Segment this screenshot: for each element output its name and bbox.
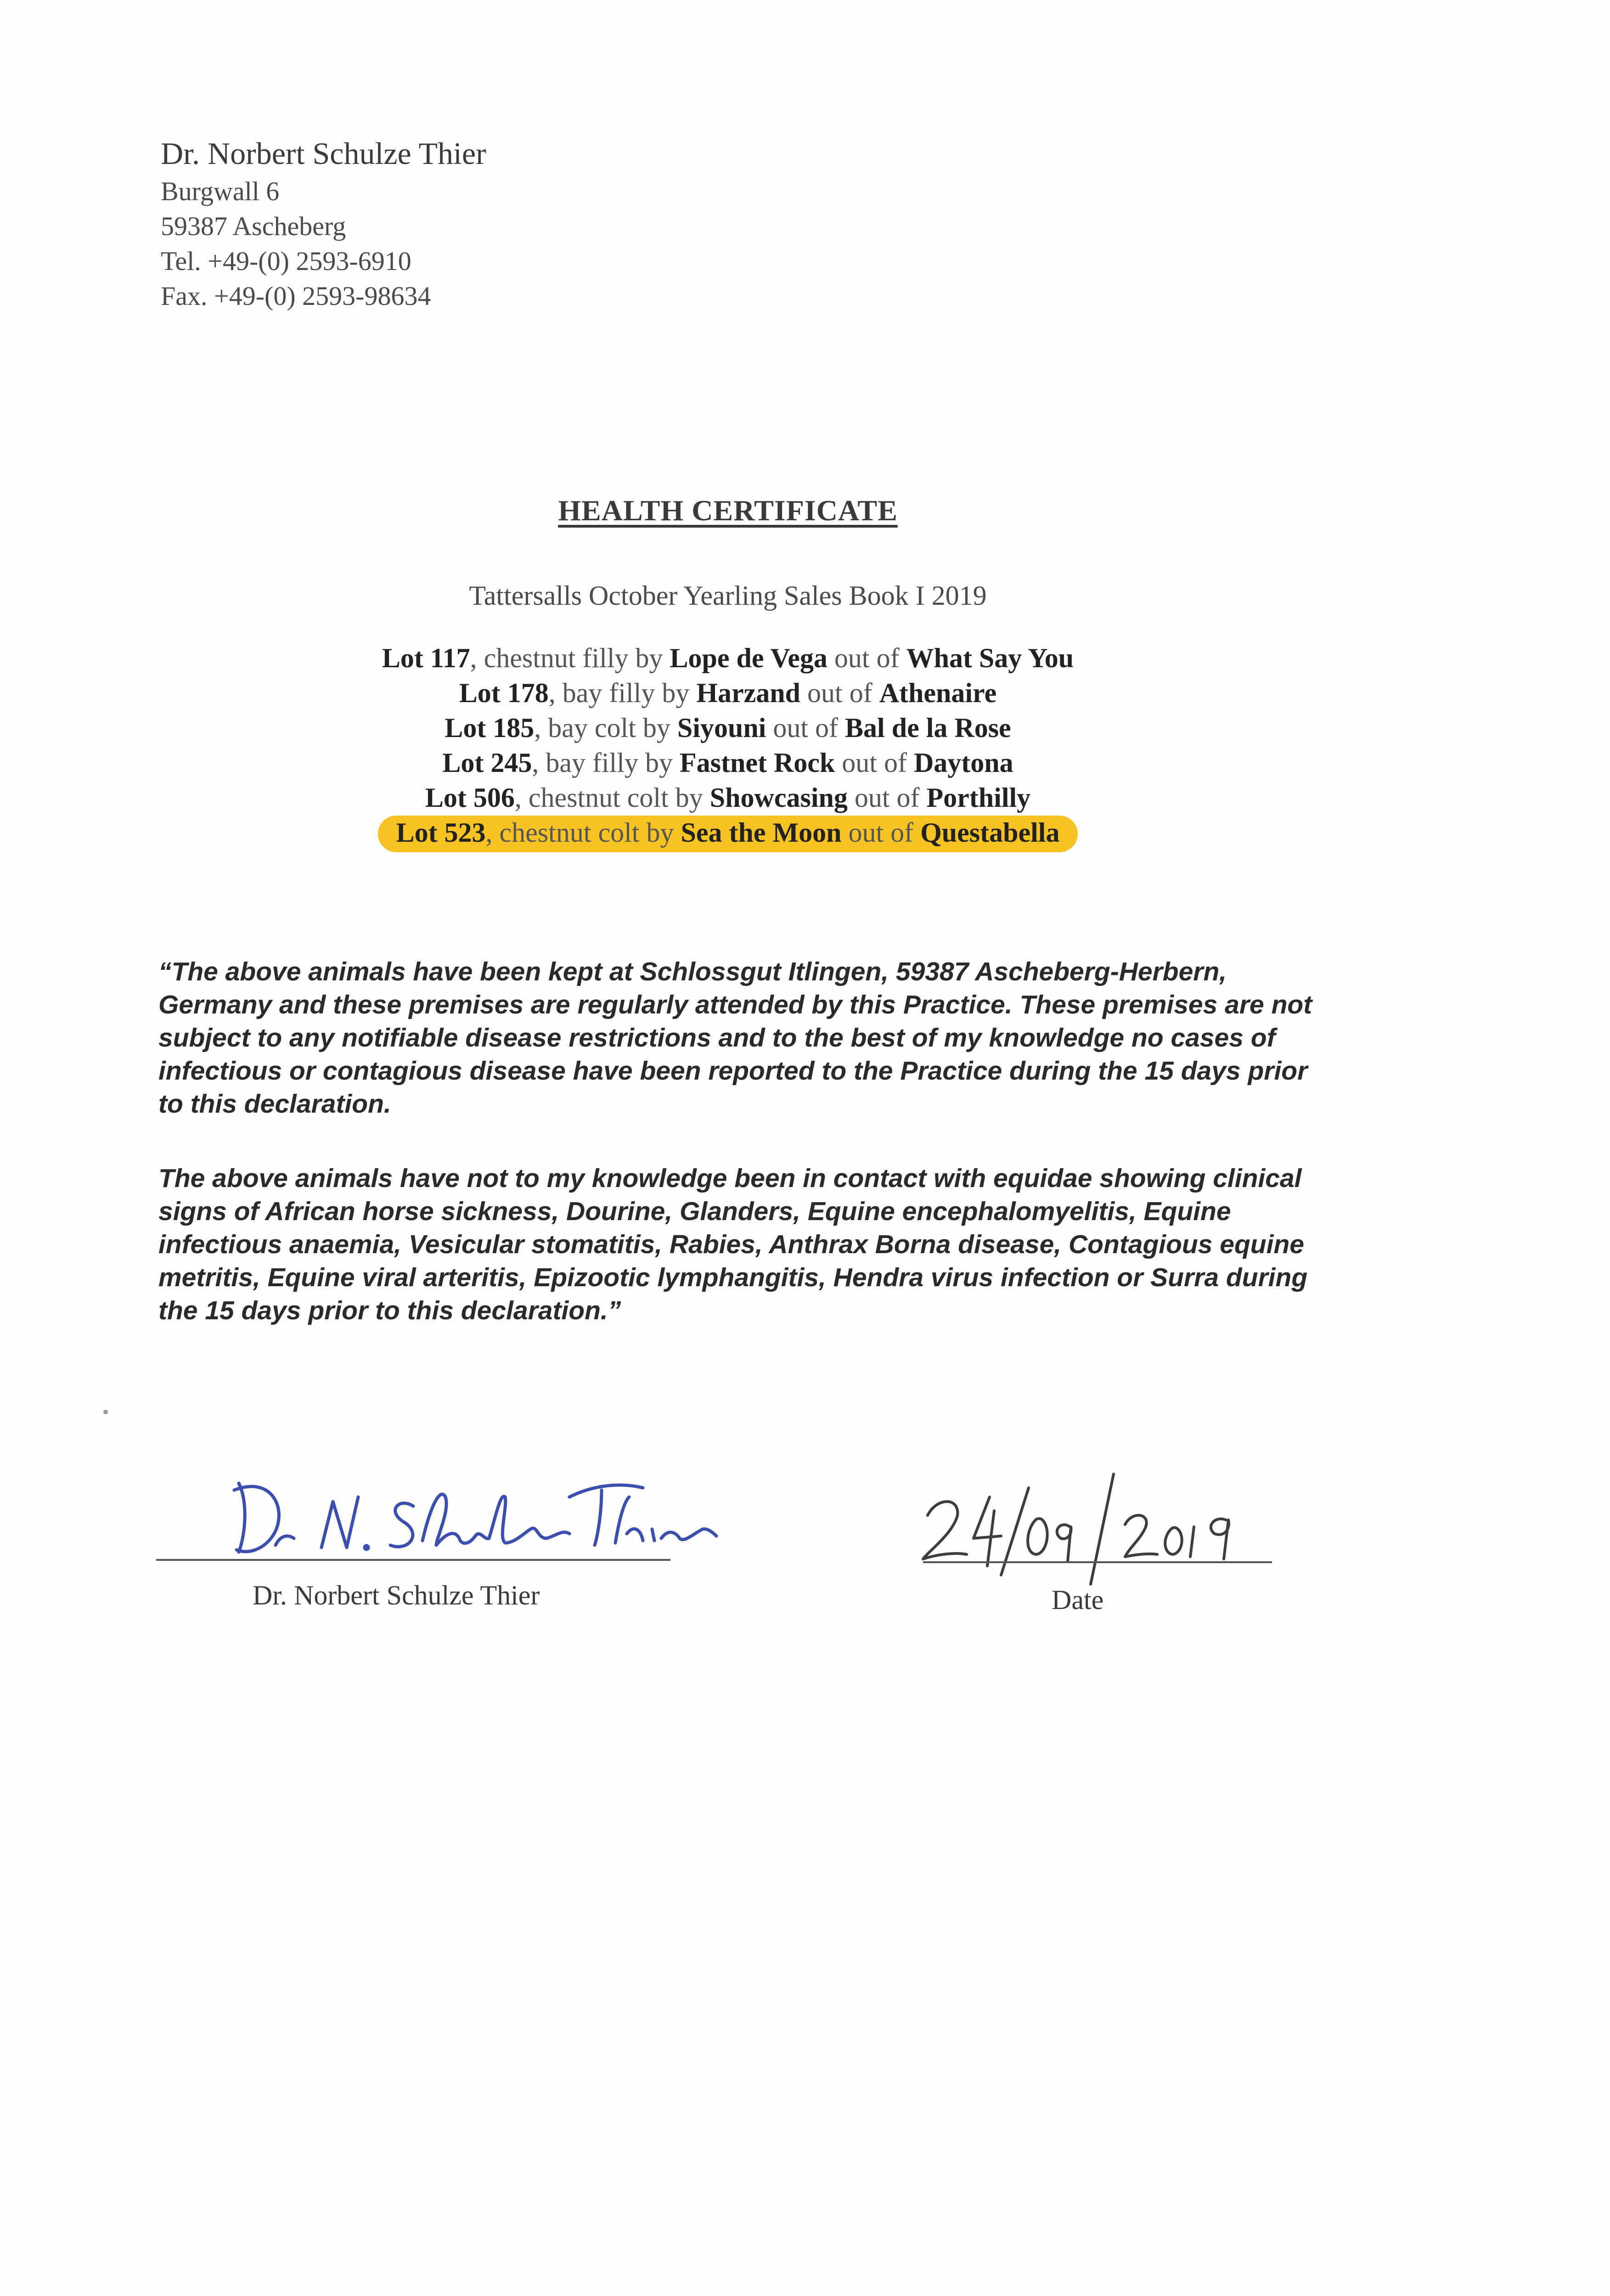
- document-subtitle: Tattersalls October Yearling Sales Book I 2019: [469, 580, 987, 611]
- lot-sire: Harzand: [696, 678, 801, 708]
- lot-number: Lot 523: [396, 817, 486, 848]
- lot-connector: out of: [841, 817, 921, 848]
- lot-description: , bay filly by: [532, 748, 680, 778]
- scan-speck: [103, 1410, 108, 1414]
- handwritten-signature: [220, 1446, 753, 1575]
- handwritten-date: [909, 1446, 1277, 1593]
- lot-item: [0, 745, 1456, 780]
- lot-number: Lot 117: [382, 643, 470, 673]
- lot-number: Lot 245: [442, 748, 532, 778]
- lot-sire: Sea the Moon: [681, 817, 842, 848]
- lot-list: [0, 641, 1456, 850]
- signature-printed-name: Dr. Norbert Schulze Thier: [253, 1580, 540, 1610]
- sender-tel: Tel. +49-(0) 2593-6910: [161, 246, 411, 276]
- lot-sire: Showcasing: [709, 782, 848, 813]
- sender-block: [161, 138, 486, 318]
- lot-item: [0, 675, 1456, 710]
- lot-sire: Fastnet Rock: [679, 748, 835, 778]
- lot-sire: Lope de Vega: [670, 643, 828, 673]
- lot-number: Lot 185: [445, 713, 535, 743]
- highlight-marker: [378, 816, 1078, 852]
- lot-connector: out of: [827, 643, 906, 673]
- lot-connector: out of: [847, 782, 927, 813]
- lot-item: [0, 641, 1456, 675]
- sender-street: Burgwall 6: [161, 176, 280, 206]
- lot-sire: Siyouni: [677, 713, 766, 743]
- sender-fax: Fax. +49-(0) 2593-98634: [161, 281, 431, 311]
- lot-connector: out of: [766, 713, 845, 743]
- lot-description: , chestnut colt by: [514, 782, 710, 813]
- lot-dam: Bal de la Rose: [845, 713, 1011, 743]
- lot-description: , chestnut colt by: [485, 817, 681, 848]
- declaration-paragraph-1: “The above animals have been kept at Schlossgut Itlingen, 59387 Ascheberg-Herbern, Germany and these premises are regularly attended by this Practice. These premises are not subject to any notifiable disease restrictions and to the best of my knowledge no cases of infectious or contagious disease have been reported to the Practice during the 15 days prior to this declaration.: [158, 957, 1312, 1119]
- lot-dam: Athenaire: [879, 678, 997, 708]
- lot-description: , bay colt by: [534, 713, 677, 743]
- lot-dam: Porthilly: [926, 782, 1031, 813]
- lot-dam: Daytona: [913, 748, 1013, 778]
- date-label: Date: [1052, 1585, 1104, 1615]
- lot-connector: out of: [835, 748, 914, 778]
- lot-number: Lot 178: [459, 678, 549, 708]
- sender-name: Dr. Norbert Schulze Thier: [161, 136, 486, 171]
- lot-dam: What Say You: [906, 643, 1074, 673]
- lot-item: [0, 780, 1456, 815]
- lot-item-highlighted: [0, 815, 1456, 850]
- lot-dam: Questabella: [920, 817, 1060, 848]
- lot-number: Lot 506: [425, 782, 515, 813]
- declaration-paragraph-2: The above animals have not to my knowledge been in contact with equidae showing clinical signs of African horse sickness, Dourine, Glanders, Equine encephalomyelitis, Equine infectious anaemia, Vesicular stomatitis, Rabies, Anthrax Borna disease, Contagious equine metritis, Equine viral arteritis, Epizootic lymphangitis, Hendra virus infection or Surra during the 15 days prior to this declaration.”: [158, 1164, 1308, 1325]
- lot-item: [0, 710, 1456, 745]
- lot-connector: out of: [800, 678, 879, 708]
- lot-description: , chestnut filly by: [470, 643, 670, 673]
- sender-city: 59387 Ascheberg: [161, 211, 346, 241]
- date-line: [923, 1561, 1272, 1563]
- document-title: HEALTH CERTIFICATE: [558, 494, 898, 527]
- signature-line: [156, 1559, 670, 1561]
- lot-description: , bay filly by: [548, 678, 697, 708]
